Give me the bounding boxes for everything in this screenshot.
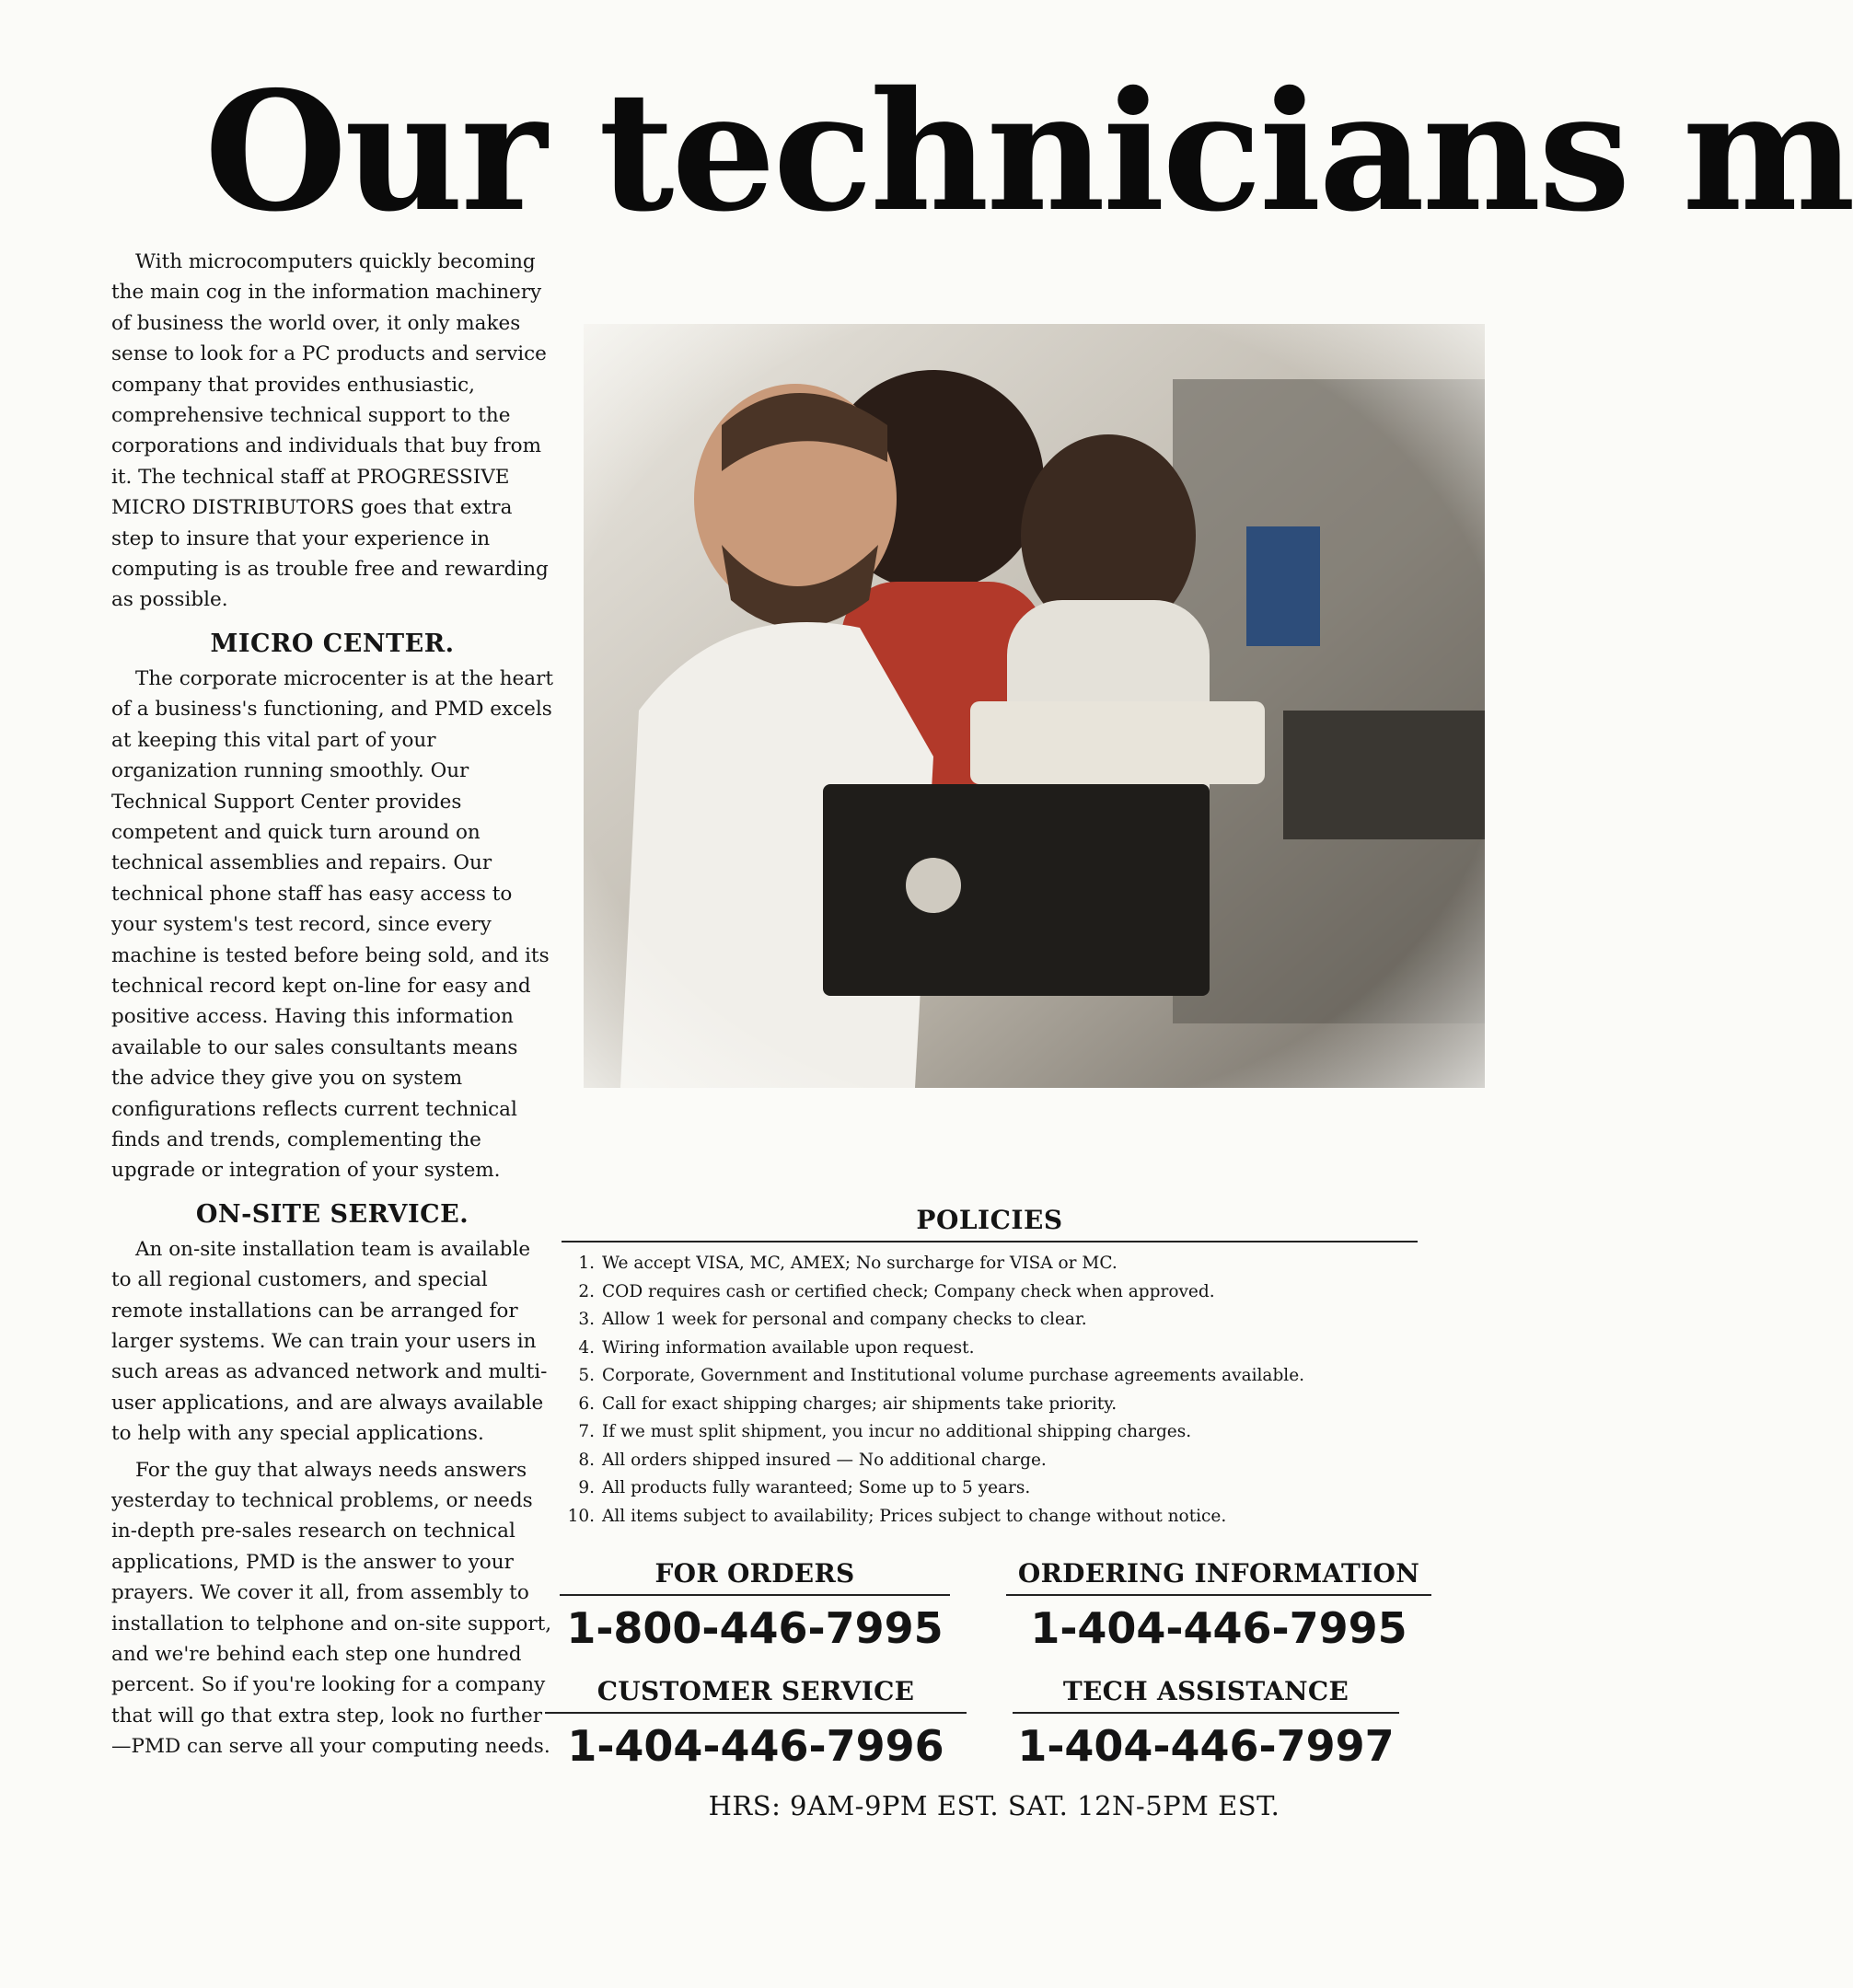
- policy-item: [562, 1474, 1418, 1503]
- micro-center-heading: MICRO CENTER.: [210, 629, 455, 658]
- policy-item: [562, 1503, 1418, 1531]
- policies-heading: POLICIES: [562, 1204, 1418, 1242]
- policy-text: All products fully waranteed; Some up to 5 years.: [602, 1478, 1031, 1497]
- tech-assistance-contact: [1013, 1675, 1399, 1774]
- policy-item: [562, 1447, 1418, 1475]
- policy-item: [562, 1278, 1418, 1307]
- policy-item: [562, 1250, 1418, 1278]
- customer-service-phone[interactable]: 1-404-446-7996: [567, 1721, 944, 1771]
- headline: Our technicians m: [204, 55, 1853, 248]
- policy-text: Call for exact shipping charges; air shipments take priority.: [602, 1393, 1118, 1414]
- orders-label: FOR ORDERS: [560, 1557, 950, 1596]
- policy-number: 7.: [578, 1422, 595, 1441]
- policy-number: 3.: [578, 1310, 595, 1329]
- orders-phone[interactable]: 1-800-446-7995: [566, 1603, 944, 1653]
- micro-center-paragraph: The corporate microcenter is at the heart of a business's functioning, and PMD excels at keeping this vital part of your organization running smoothly. Our Technical Support Center provides competent and quick turn around on technical assemblies and repairs. Our technical phone staff has easy access to your system's test record, since every machine is tested before being sold, and its technical record kept on-line for easy and positive access. Having this information available to our sales consultants means the advice they give you on system configurations reflects current technical finds and trends, complementing the upgrade or integration of your system.: [111, 666, 554, 1183]
- ordering-info-contact: [1006, 1557, 1431, 1657]
- body-column: [111, 247, 553, 1763]
- policy-number: 10.: [567, 1506, 595, 1526]
- business-hours: HRS: 9AM-9PM EST. SAT. 12N-5PM EST.: [708, 1790, 1280, 1821]
- technicians-photo: [584, 324, 1485, 1088]
- policy-number: 4.: [578, 1337, 595, 1358]
- policy-text: We accept VISA, MC, AMEX; No surcharge for VISA or MC.: [602, 1254, 1118, 1273]
- policy-number: 1.: [578, 1254, 595, 1273]
- policy-text: COD requires cash or certified check; Company check when approved.: [602, 1281, 1215, 1301]
- policy-text: Corporate, Government and Institutional volume purchase agreements available.: [602, 1366, 1305, 1385]
- customer-service-contact: [545, 1675, 967, 1774]
- on-site-paragraph: An on-site installation team is available to all regional customers, and special remote installations can be arranged for larger systems. We can train your users in such areas as advanced network and multi-user applications, and are always available to help with any special applications.: [111, 1237, 548, 1446]
- policy-text: All items subject to availability; Prices subject to change without notice.: [602, 1506, 1227, 1526]
- policy-item: [562, 1391, 1418, 1419]
- policy-number: 2.: [578, 1281, 595, 1301]
- policy-text: Wiring information available upon request.: [602, 1337, 975, 1358]
- policies-list: [562, 1250, 1418, 1531]
- policy-number: 6.: [578, 1393, 595, 1414]
- policy-number: 9.: [578, 1478, 595, 1497]
- orders-contact: [560, 1557, 950, 1657]
- policies-section: [562, 1204, 1418, 1531]
- policy-number: 5.: [578, 1366, 595, 1385]
- policy-item: [562, 1418, 1418, 1447]
- customer-service-label: CUSTOMER SERVICE: [545, 1675, 967, 1714]
- policy-item: [562, 1306, 1418, 1335]
- closing-paragraph: For the guy that always needs answers yesterday to technical problems, or needs in-depth pre-sales research on technical applications, PMD is the answer to your prayers. We cover it all, from assembly to installation to telphone and on-site support, and we're behind each step one hundred percent. So if you're looking for a company that will go that extra step, look no further—PMD can serve all your computing needs.: [111, 1458, 552, 1759]
- policy-text: If we must split shipment, you incur no additional shipping charges.: [602, 1422, 1192, 1441]
- intro-paragraph: With microcomputers quickly becoming the main cog in the information machinery of business the world over, it only makes sense to look for a PC products and service company that provides enthusiastic, comprehensive technical support to the corporations and individuals that buy from it. The technical staff at PROGRESSIVE MICRO DISTRIBUTORS goes that extra step to insure that your experience in computing is as trouble free and rewarding as possible.: [111, 250, 549, 612]
- tech-assistance-label: TECH ASSISTANCE: [1013, 1675, 1399, 1714]
- on-site-heading: ON-SITE SERVICE.: [195, 1199, 469, 1229]
- policy-item: [562, 1362, 1418, 1391]
- policy-item: [562, 1335, 1418, 1363]
- policy-number: 8.: [578, 1450, 595, 1470]
- tech-assistance-phone[interactable]: 1-404-446-7997: [1017, 1721, 1395, 1771]
- policy-text: All orders shipped insured — No additional charge.: [602, 1450, 1047, 1470]
- ordering-info-label: ORDERING INFORMATION: [1006, 1557, 1431, 1596]
- ordering-info-phone[interactable]: 1-404-446-7995: [1030, 1603, 1407, 1653]
- photo-vignette: [584, 324, 1485, 1088]
- policy-text: Allow 1 week for personal and company checks to clear.: [602, 1310, 1087, 1329]
